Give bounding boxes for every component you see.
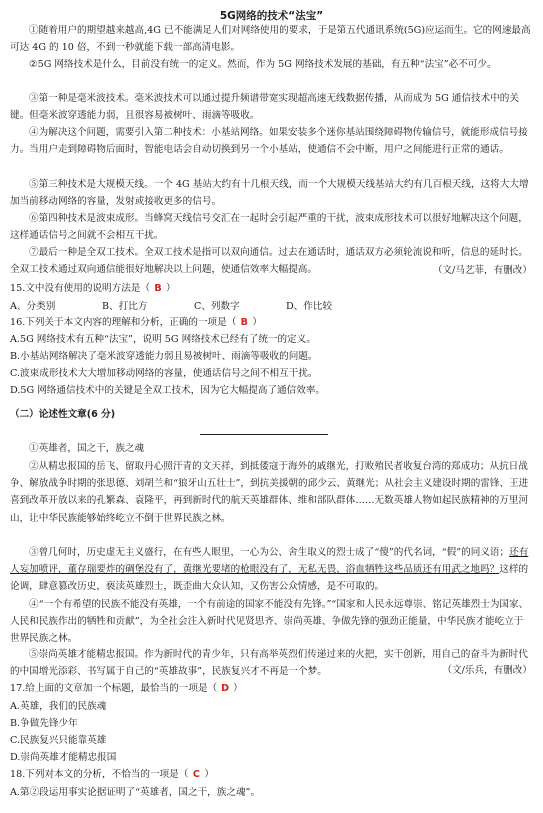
article1-paragraph-5: ⑤第三种技术是大规模天线。一个 4G 基站大约有十几根天线，而一个大规模天线基站大约有几百根天线，这将大大增加当前移动网络的容量，发射或接收更多的信号。 [10,179,529,208]
title-blank-line [200,425,328,435]
question-16-option-d: D.5G 网络通信技术中的关键是全双工技术，因为它大幅提高了通信效率。 [10,385,326,396]
question-17-option-c: C.民族复兴只能靠英雄 [10,735,107,746]
question-15-option-b: B、打比方 [102,301,148,312]
article2-paragraph-3 [10,544,532,596]
question-16 [10,314,532,331]
question-15-answer: B [154,283,162,294]
question-18-option-a: A.第②段运用事实论据证明了“英雄者，国之干，族之魂”。 [10,787,261,798]
article1-paragraph-6: ⑥第四种技术是波束成形。当蜂窝天线信号交汇在一起时会引起严重的干扰，波束成形技术可以很好地解决这个问题，这样通话信号之间就不会相互干扰。 [10,213,528,242]
question-15-stem: 15.文中没有使用的说明方法是（ [10,283,150,294]
article1-paragraph-4: ④为解决这个问题，需要引入第二种技术：小基站网络。如果安装多个迷你基站围绕障碍物传输信号，就能形成信号接力。当用户走到障碍物后面时，智能电话会自动切换到另一个小基站，使通信不会中断，用户之间能进行正常的通话。 [10,127,528,156]
question-17-option-d: D.崇尚英雄才能精忠报国 [10,752,117,763]
article2-paragraph-5: ⑤崇尚英雄才能精忠报国。作为新时代的青少年，只有高举英烈们传递过来的火把，实干创新，用自己的奋斗为新时代的中国增光添彩、书写属于自己的“英雄故事”，民族复兴才不再是一个梦。 [10,649,528,678]
question-16-answer: B [240,317,248,328]
question-15 [10,280,532,297]
title-blank [10,421,532,438]
question-17-answer: D [221,683,230,694]
question-16-option-a: A.5G 网络技术有五种“法宝”，说明 5G 网络技术已经有了统一的定义。 [10,334,316,345]
article2-paragraph-2: ②从精忠报国的岳飞、留取丹心照汗青的文天祥，到抵倭寇于海外的戚继光，打败殖民者收复台湾的郑成功；从抗日战争、解放战争时期的张思德、刘胡兰和“狼牙山五壮士”，到抗美援朝的邱少云、黄继光；从社会主义建设时期的雷锋、王进喜到改革开放以来的孔繁森、袁隆平，再到新时代的航天英雄群体、维和部队群体……无数英雄人物如起民族精神的万里河山，让中华民族能够始终屹立不倒于世界民族之林。 [10,461,529,524]
article-title: 5G网络的技术“法宝” [219,10,324,22]
question-17-close: ） [233,683,243,694]
question-17-option-a: A.英雄，我们的民族魂 [10,701,107,712]
question-16-stem: 16.下列关于本文内容的理解和分析，正确的一项是（ [10,317,237,328]
question-18-stem: 18.下列对本文的分析，不恰当的一项是（ [10,769,189,780]
question-16-close: ） [252,317,262,328]
question-18 [10,766,532,783]
article1-paragraph-1: ①随着用户的期望越来越高,4G 已不能满足人们对网络使用的要求，于是第五代通讯系统(5G)应运而生。它的网速最高可达 4G 的 10 倍，不到一秒就能下载一部高清电影。 [10,25,531,54]
article2-source: （文/乐兵，有删改） [442,665,532,676]
article2-paragraph-3-underlined: 还有人妄加喷评，董存瑞要炸的碉堡没有了，黄继光要堵的枪眼没有了，无私无畏、浴血牺牲这些品质还有用武之地吗？ [10,547,529,576]
question-18-answer: C [192,769,200,780]
question-17-option-b: B.争做先锋少年 [10,718,78,729]
question-15-option-c: C、列数字 [194,301,240,312]
question-17 [10,680,532,697]
question-15-close: ） [165,283,176,294]
question-18-close: ） [204,769,214,780]
question-17-stem: 17.给上面的文章加一个标题，最恰当的一项是（ [10,683,218,694]
question-15-option-d: D、作比较 [286,301,333,312]
question-15-option-a: A、分类别 [10,301,56,312]
section-heading: （二）论述性文章(6 分) [10,409,116,420]
article2-paragraph-1: ①英雄者，国之干，族之魂 [29,443,145,454]
article2-paragraph-4: ④“一个有希望的民族不能没有英雄，一个有前途的国家不能没有先锋。”“国家和人民永远尊崇、铭记英雄烈士为国家、人民和民族作出的牺牲和贡献”，为全社会注入新时代见贤思齐、崇尚英雄、争做先锋的强劲正能量，中华民族才能屹立于世界民族之林。 [10,599,529,645]
article1-paragraph-7: ⑦最后一种是全双工技术。全双工技术是指可以双向通信。过去在通话时，通话双方必须轮流说和听，信息的延时长。全双工技术通过双向通信能很好地解决以上问题，使通信效率大幅提高。 [10,247,528,276]
article2-paragraph-3-part-a: ③曾几何时，历史虚无主义盛行，在有些人眼里，一心为公、舍生取义的烈士成了“傻”的代名词，“假”的同义语； [29,547,510,558]
article1-source: （文/马艺菲，有删改） [432,265,532,276]
question-16-option-b: B.小基站网络解决了毫米波穿透能力弱且易被树叶、雨滴等吸收的问题。 [10,351,318,362]
article1-paragraph-3: ③第一种是毫米波技术。毫米波技术可以通过提升频谱带宽实现超高速无线数据传播，从而成为 5G 通信技术中的关键。但毫米波穿透能力弱，且很容易被树叶、雨滴等吸收。 [10,93,519,122]
question-15-options [10,298,532,315]
article2-paragraph-3-part-c: 这样的论调，肆意篡改历史，亵渎英雄烈士，既歪曲大众认知，又伤害公众情感，是不可取的。 [10,564,529,593]
question-16-option-c: C.波束成形技术大大增加移动网络的容量，使通话信号之间不相互干扰。 [10,368,318,379]
article1-paragraph-2: ②5G 网络技术是什么，目前没有统一的定义。然而，作为 5G 网络技术发展的基础，有五种“法宝”必不可少。 [29,59,497,70]
